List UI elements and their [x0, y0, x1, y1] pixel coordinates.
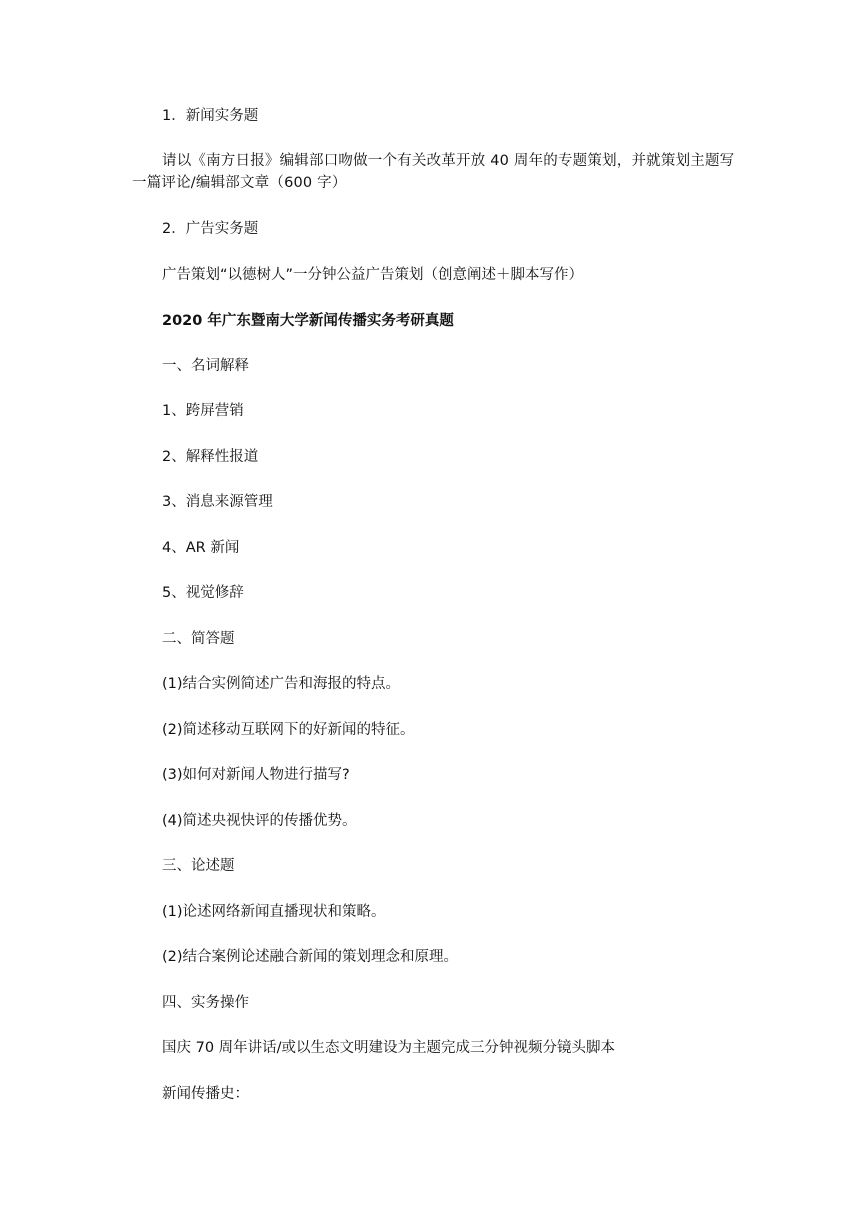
list-item: (2)简述移动互联网下的好新闻的特征。 — [162, 722, 415, 738]
list-item: (3)如何对新闻人物进行描写? — [162, 767, 350, 783]
question-paragraph: 广告策划“以德树人”一分钟公益广告策划（创意阐述＋脚本写作） — [162, 267, 584, 283]
section-heading-ad-practice: 2．广告实务题 — [162, 221, 259, 237]
section-heading-news-practice: 1．新闻实务题 — [162, 108, 259, 124]
section-heading-history: 新闻传播史： — [162, 1086, 249, 1102]
section-heading-short-answer: 二、简答题 — [162, 631, 235, 647]
section-heading-essay: 三、论述题 — [162, 858, 235, 874]
list-item: (4)简述央视快评的传播优势。 — [162, 813, 357, 829]
exam-title: 2020 年广东暨南大学新闻传播实务考研真题 — [162, 313, 454, 329]
list-item: 5、视觉修辞 — [162, 585, 244, 601]
section-heading-practice: 四、实务操作 — [162, 995, 249, 1011]
question-paragraph: 国庆 70 周年讲话/或以生态文明建设为主题完成三分钟视频分镜头脚本 — [162, 1040, 616, 1056]
list-item: (1)结合实例简述广告和海报的特点。 — [162, 676, 401, 692]
list-item: (2)结合案例论述融合新闻的策划理念和原理。 — [162, 949, 459, 965]
list-item: (1)论述网络新闻直播现状和策略。 — [162, 904, 386, 920]
list-item: 2、解释性报道 — [162, 449, 259, 465]
question-paragraph: 请以《南方日报》编辑部口吻做一个有关改革开放 40 周年的专题策划，并就策划主题写一篇评论/编辑部文章（600 字） — [132, 153, 735, 191]
list-item: 4、AR 新闻 — [162, 540, 240, 556]
list-item: 1、跨屏营销 — [162, 403, 244, 419]
section-heading-terms: 一、名词解释 — [162, 358, 249, 374]
list-item: 3、消息来源管理 — [162, 494, 273, 510]
